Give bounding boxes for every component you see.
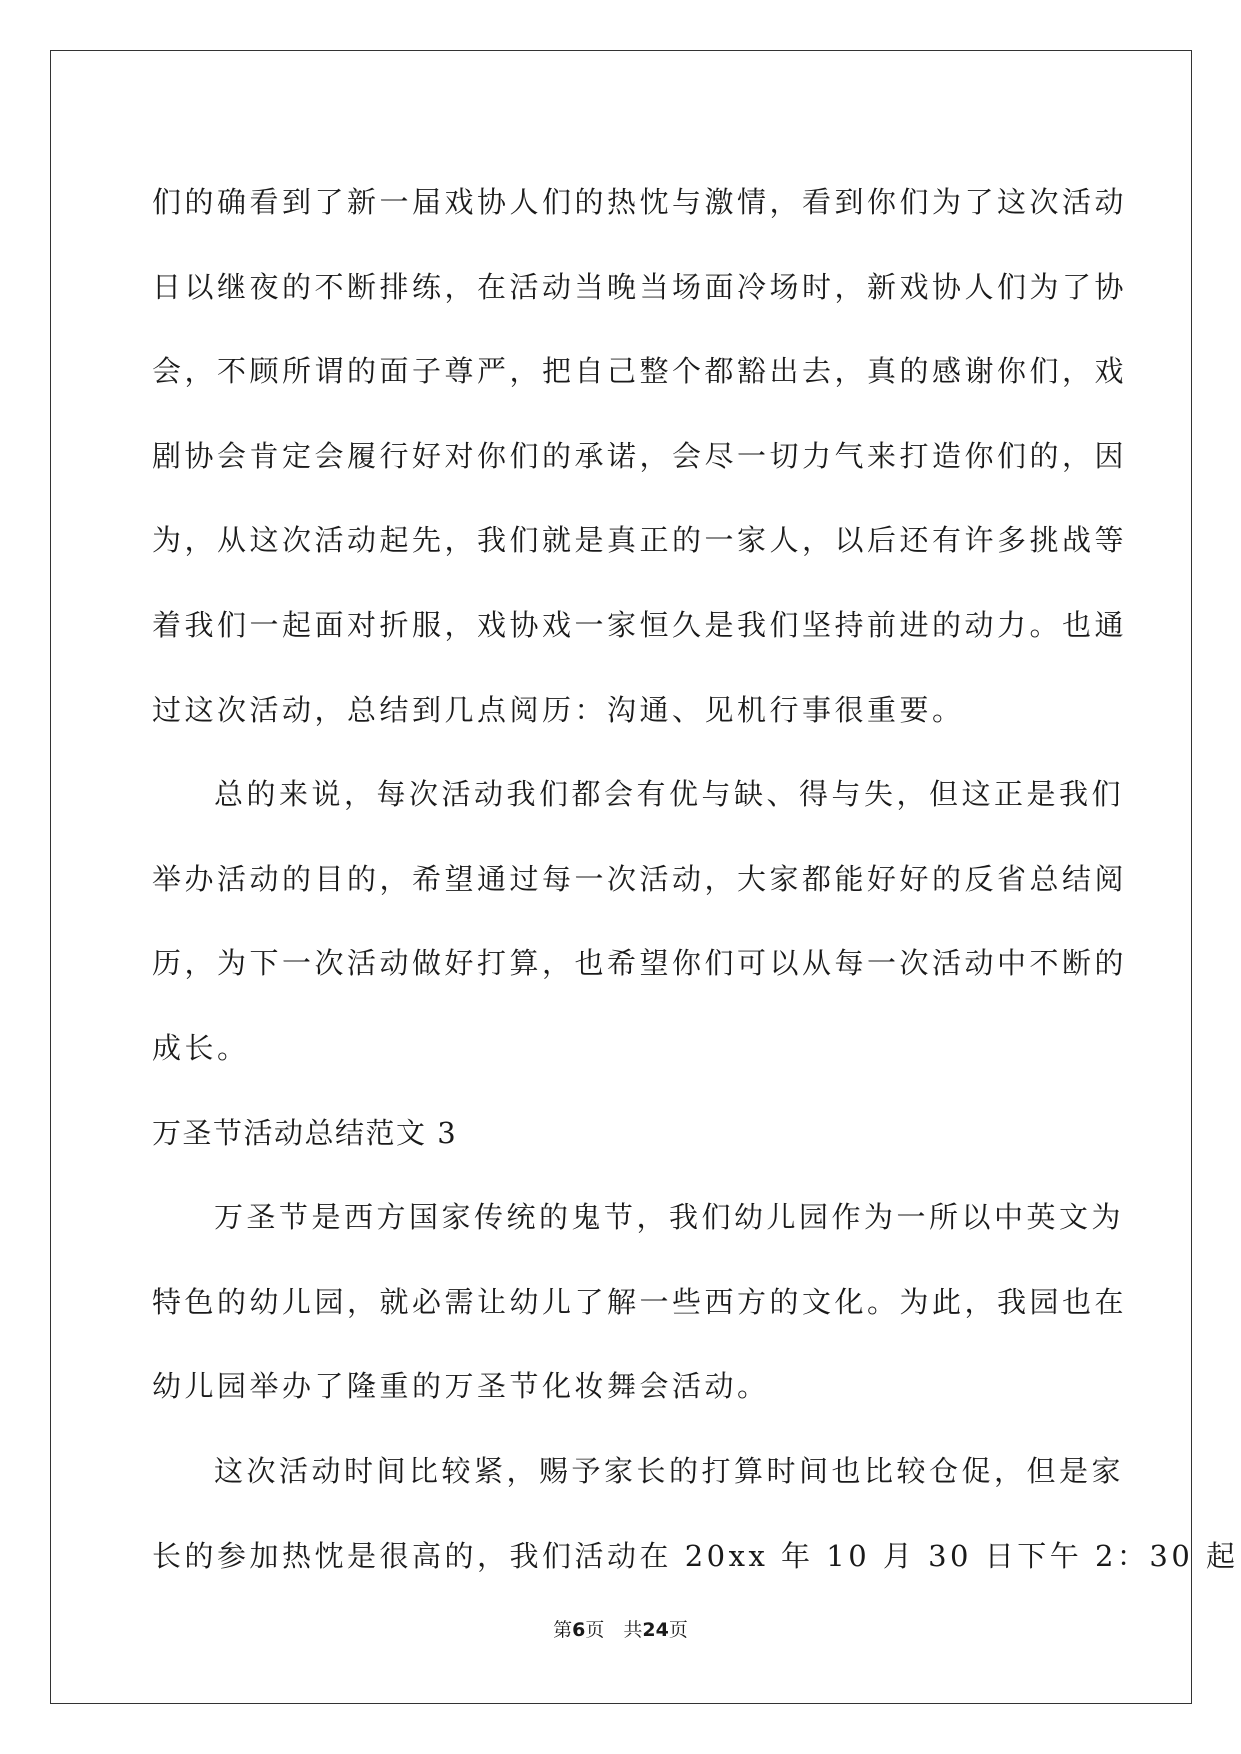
text-line-15: 幼儿园举办了隆重的万圣节化妆舞会活动。 bbox=[152, 1369, 770, 1404]
text-line-9: 举办活动的目的，希望通过每一次活动，大家都能好好的反省总结阅 bbox=[152, 861, 1128, 896]
text-line-8: 总的来说，每次活动我们都会有优与缺、得与失，但这正是我们 bbox=[214, 777, 1125, 812]
text-line-17: 长的参加热忱是很高的，我们活动在 20xx 年 10 月 30 日下午 2：30 起 bbox=[152, 1538, 1239, 1573]
text-line-16: 这次活动时间比较紧，赐予家长的打算时间也比较仓促，但是家 bbox=[214, 1453, 1125, 1488]
text-line-13: 万圣节是西方国家传统的鬼节，我们幼儿园作为一所以中英文为 bbox=[214, 1200, 1125, 1235]
text-line-7: 过这次活动，总结到几点阅历：沟通、见机行事很重要。 bbox=[152, 692, 965, 727]
current-page-number: 6 bbox=[572, 1619, 586, 1641]
text-line-2: 日以继夜的不断排练，在活动当晚当场面冷场时，新戏协人们为了协 bbox=[152, 269, 1128, 304]
page-footer bbox=[0, 1618, 1241, 1642]
section-heading: 万圣节活动总结范文 3 bbox=[152, 1115, 458, 1150]
text-line-14: 特色的幼儿园，就必需让幼儿了解一些西方的文化。为此，我园也在 bbox=[152, 1284, 1128, 1319]
footer-suffix: 页 bbox=[668, 1619, 688, 1641]
total-pages-number: 24 bbox=[642, 1619, 669, 1641]
text-line-4: 剧协会肯定会履行好对你们的承诺，会尽一切力气来打造你们的，因 bbox=[152, 438, 1128, 473]
text-line-3: 会，不顾所谓的面子尊严，把自己整个都豁出去，真的感谢你们，戏 bbox=[152, 354, 1128, 389]
footer-mid: 页 共 bbox=[585, 1619, 643, 1641]
document-body bbox=[152, 160, 1239, 1598]
text-line-11: 成长。 bbox=[152, 1030, 250, 1065]
footer-prefix: 第 bbox=[553, 1619, 573, 1641]
text-line-5: 为，从这次活动起先，我们就是真正的一家人，以后还有许多挑战等 bbox=[152, 523, 1128, 558]
text-line-10: 历，为下一次活动做好打算，也希望你们可以从每一次活动中不断的 bbox=[152, 946, 1128, 981]
text-line-1: 们的确看到了新一届戏协人们的热忱与激情，看到你们为了这次活动 bbox=[152, 185, 1128, 219]
text-line-6: 着我们一起面对折服，戏协戏一家恒久是我们坚持前进的动力。也通 bbox=[152, 607, 1128, 642]
